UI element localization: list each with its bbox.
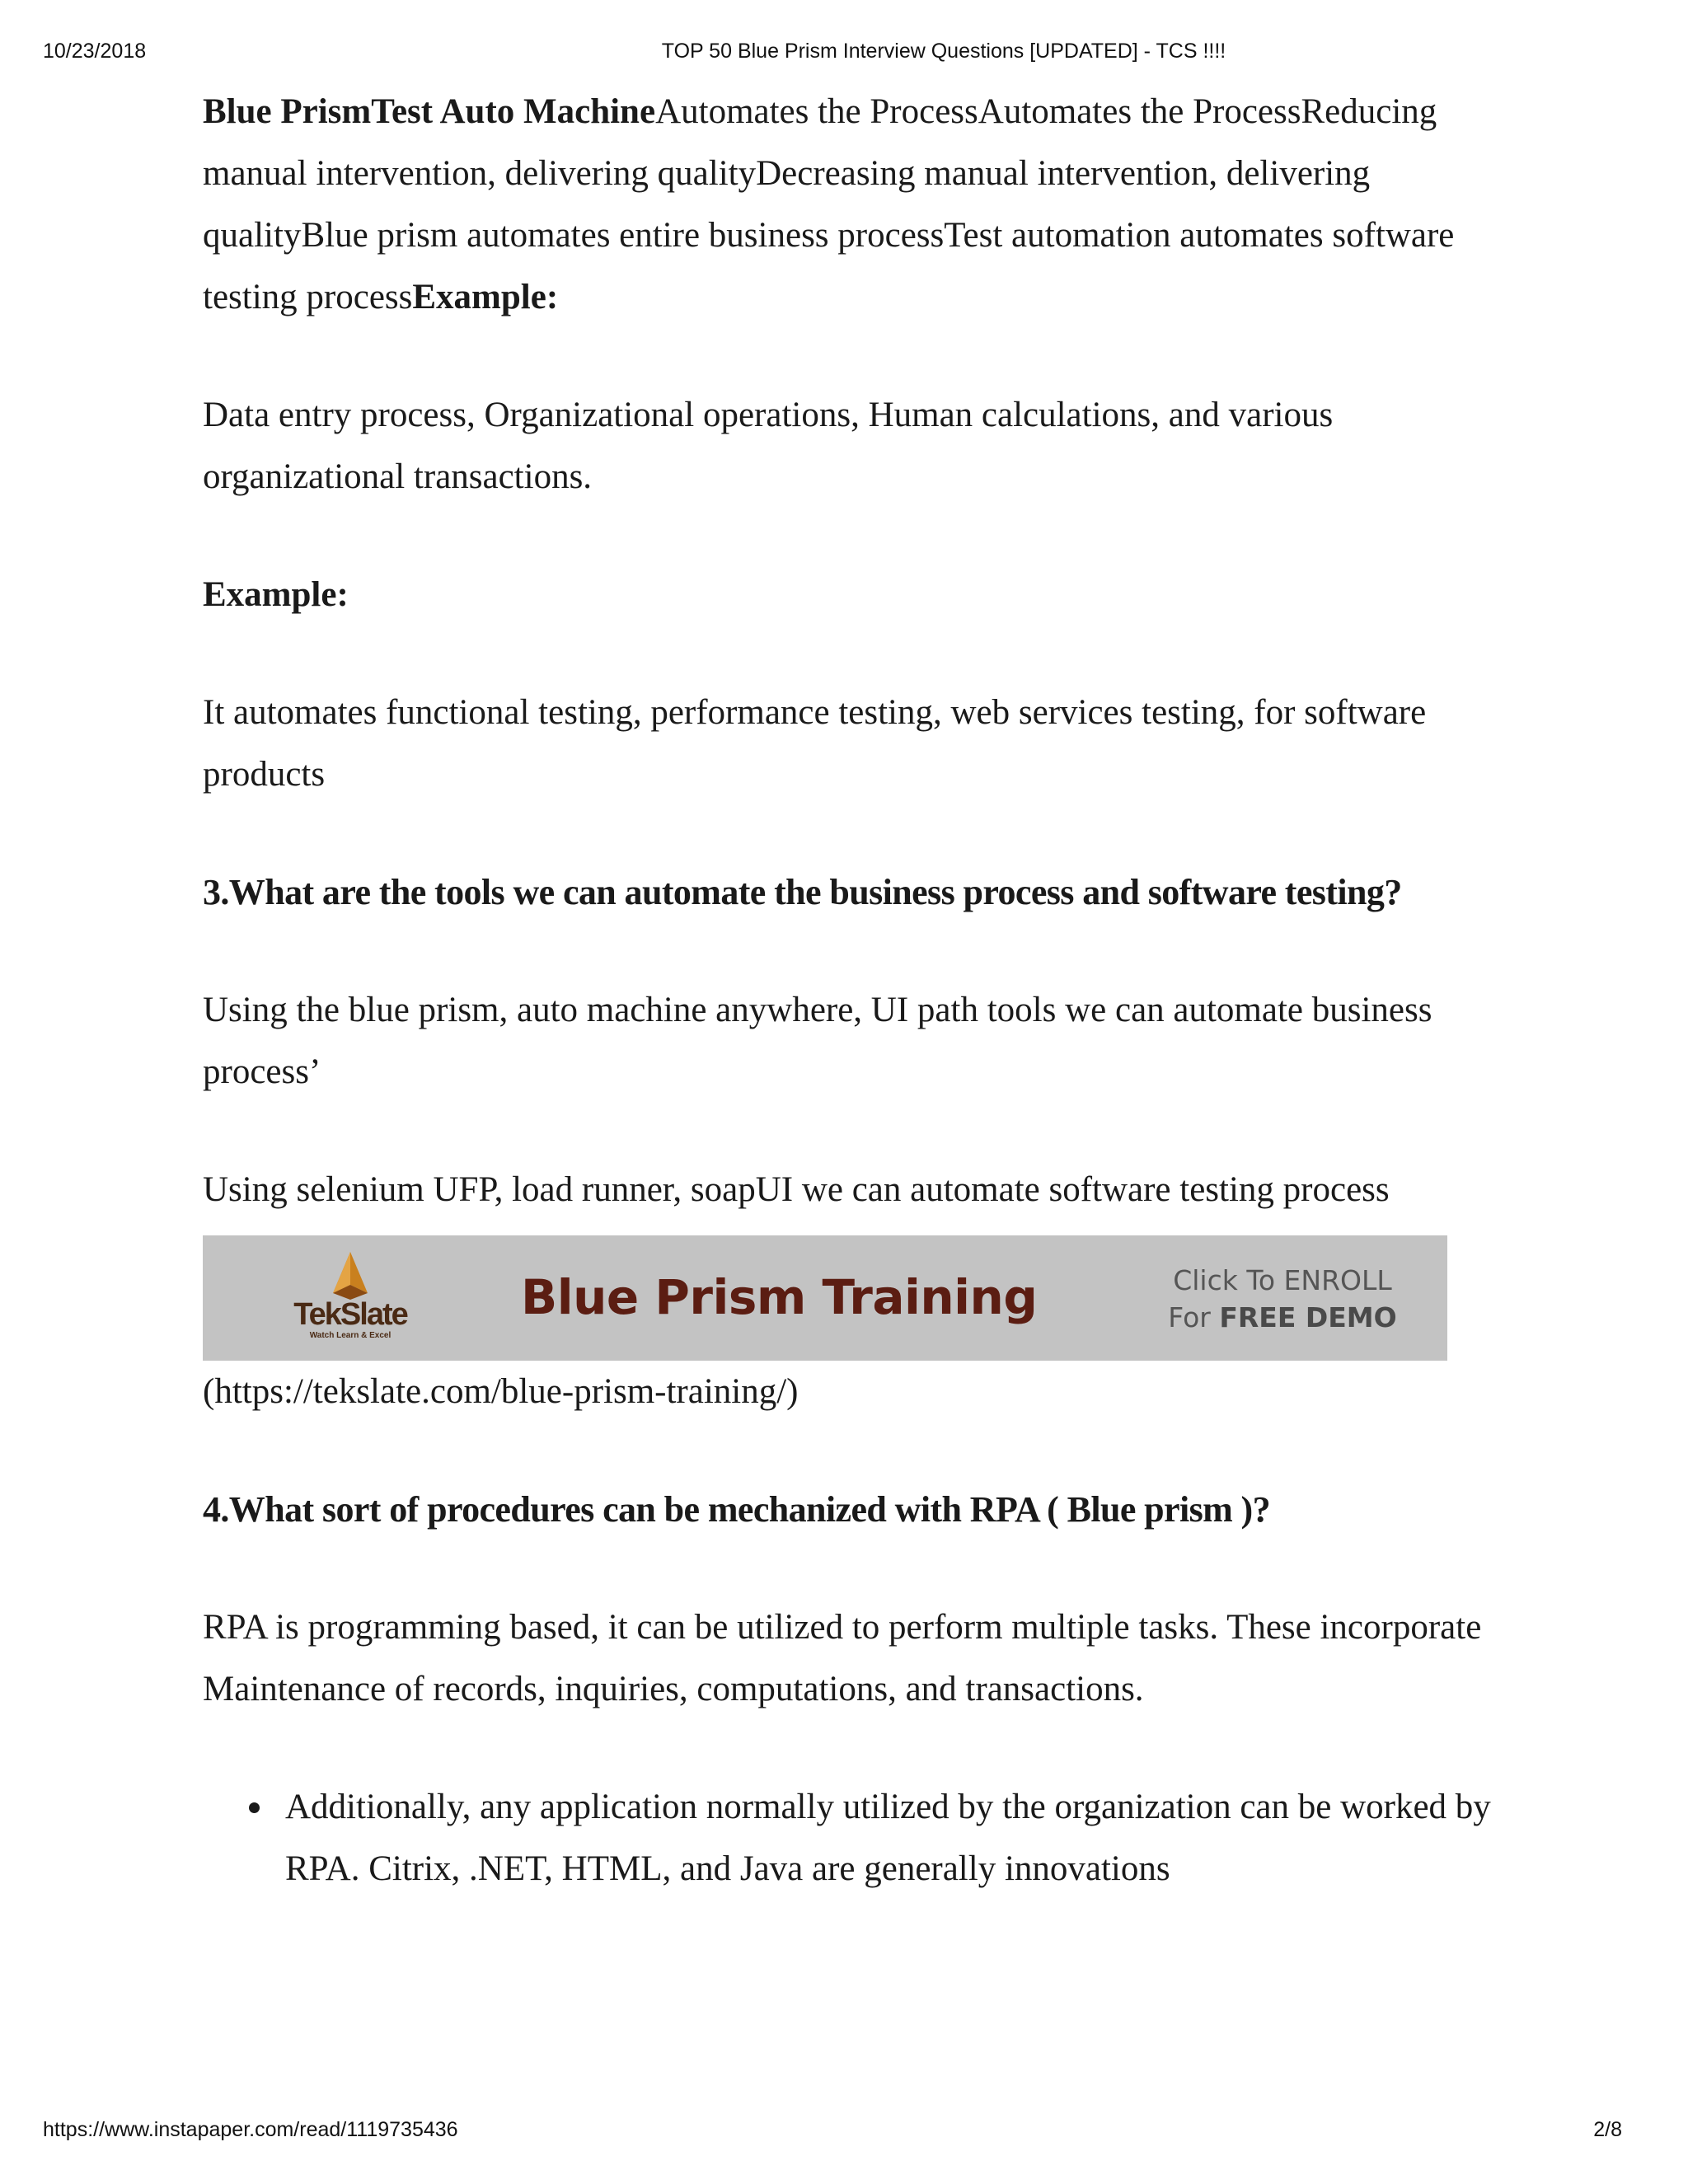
tekslate-logo-tagline: Watch Learn & Excel (309, 1331, 392, 1340)
banner-title: Blue Prism Training (521, 1269, 1038, 1325)
print-title: TOP 50 Blue Prism Interview Questions [UPDATED] - TCS !!!! (661, 40, 1226, 63)
table-cell: Reducing manual intervention, delivering quality (203, 92, 1437, 193)
table-cell: Decreasing manual intervention, delivering quality (203, 154, 1371, 255)
question-3-heading: 3.What are the tools we can automate the business process and software testing? (203, 872, 1402, 912)
comparison-table-text (203, 81, 1505, 328)
article-content (203, 81, 1505, 1900)
bullet-dot-icon (249, 1802, 260, 1813)
table-cell: Automates the Process (978, 92, 1301, 131)
banner-cta-line2: For FREE DEMO (1168, 1301, 1397, 1333)
table-cell: Automates the Process (655, 92, 978, 131)
example1-paragraph: Data entry process, Organizational operations, Human calculations, and various organizational transactions. (203, 396, 1334, 496)
table-cell: Blue prism automates entire business process (301, 216, 945, 255)
banner-link[interactable]: (https://tekslate.com/blue-prism-training/) (203, 1372, 799, 1411)
table-head-blue-prism: Blue Prism (203, 92, 372, 131)
list-item: Additionally, any application normally utilized by the organization can be worked by RPA. Citrix, .NET, HTML, and Java are generally innovations (203, 1776, 1505, 1900)
table-head-test-auto-machine: Test Auto Machine (371, 92, 656, 131)
print-footer (0, 2118, 1688, 2148)
page-number: 2/8 (1593, 2118, 1622, 2141)
tekslate-logo-icon (326, 1252, 374, 1300)
print-header (0, 40, 1688, 69)
example2-label: Example: (203, 575, 349, 614)
question-3-paragraph-2: Using selenium UFP, load runner, soapUI we can automate software testing process (203, 1170, 1390, 1209)
print-url: https://www.instapaper.com/read/1119735436 (43, 2118, 458, 2141)
table-cell: Test automation automates software testing process (203, 216, 1455, 316)
rpa-bullet-list (203, 1776, 1505, 1900)
tekslate-logo-text: TekSlate (293, 1297, 407, 1332)
tekslate-logo (288, 1252, 412, 1347)
banner-cta[interactable] (1126, 1262, 1439, 1336)
question-4-paragraph: RPA is programming based, it can be utilized to perform multiple tasks. These incorporate Maintenance of records, inquiries, computations, and transactions. (203, 1608, 1482, 1708)
question-4-heading: 4.What sort of procedures can be mechanized with RPA ( Blue prism )? (203, 1489, 1271, 1530)
question-3-paragraph-1: Using the blue prism, auto machine anywhere, UI path tools we can automate business process’ (203, 991, 1432, 1091)
table-cell-example: Example: (412, 278, 559, 316)
training-banner[interactable] (203, 1235, 1447, 1361)
example2-paragraph: It automates functional testing, performance testing, web services testing, for software products (203, 693, 1427, 794)
banner-cta-line1: Click To ENROLL (1173, 1264, 1392, 1296)
print-date: 10/23/2018 (43, 40, 147, 63)
